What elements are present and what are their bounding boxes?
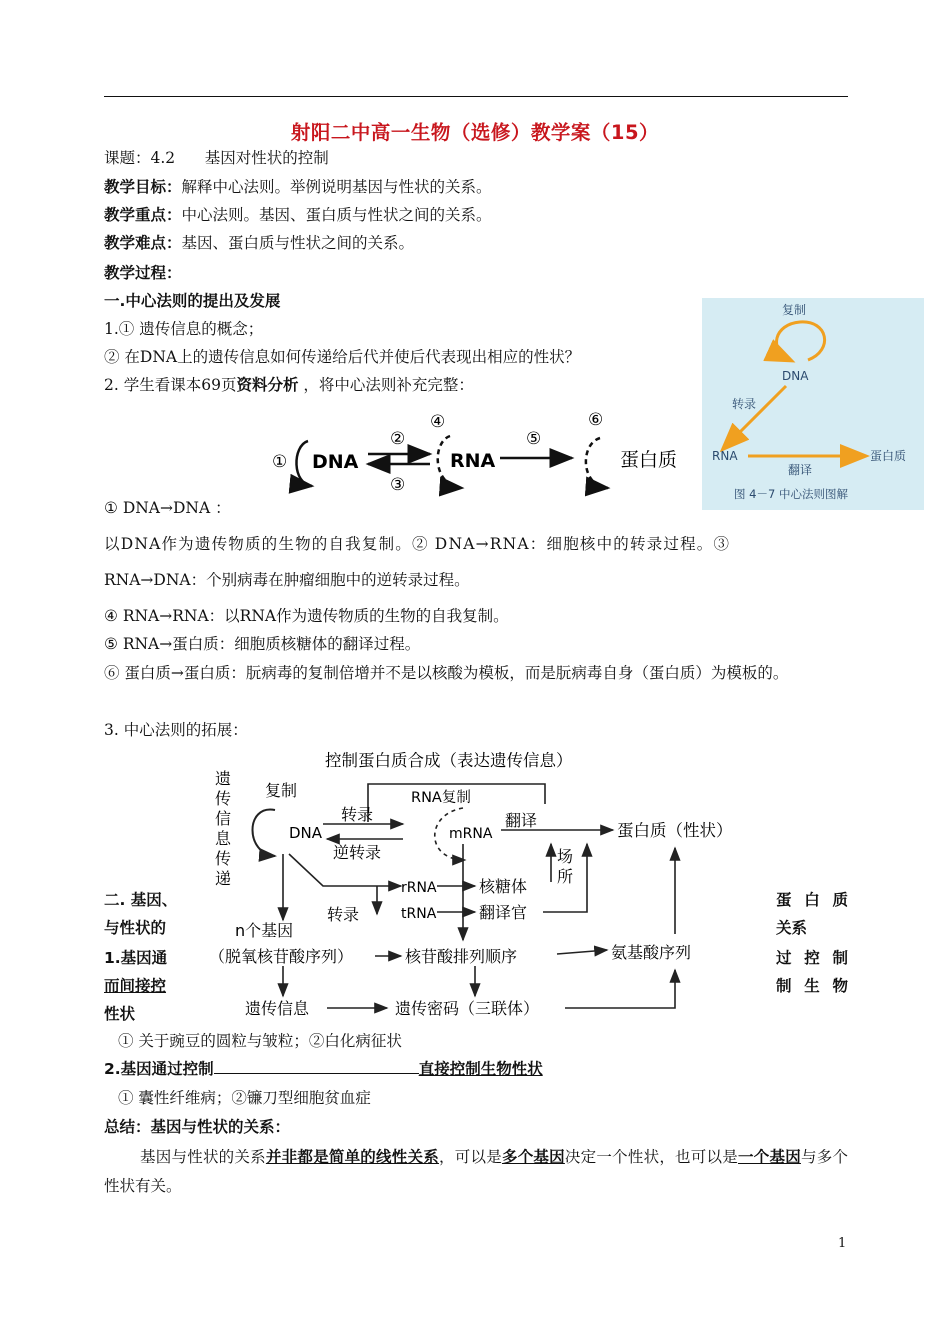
exp-n-genes: n个基因 [235,921,294,940]
control-label: 控制蛋白质合成（表达遗传信息） [325,751,573,770]
summary-u3: 一个基因 [738,1148,801,1166]
dogma-n3: ③ [390,475,406,495]
dogma-n6: ⑥ [588,410,604,430]
s2-p2-label: 2.基因通过控制 [104,1060,214,1078]
q3: 3. 中心法则的拓展： [104,721,248,739]
summary-t3: 决定一个性状，也可以是 [564,1148,739,1166]
summary-u2: 多个基因 [501,1148,565,1166]
figure-4-7 [702,298,924,510]
s2-left-1: 二. 基因、 [104,891,178,909]
lesson-prefix: 课题：4.2 [104,149,176,167]
goals-label: 教学目标： [104,178,182,196]
svg-text:递: 递 [215,869,232,888]
exp-mrna: mRNA [449,826,493,842]
s2-left-3: 1.基因通 [104,949,168,967]
q1b: ② 在DNA上的遗传信息如何传递给后代并使后代表现出相应的性状？ [104,348,581,366]
explain-5: ⑤ RNA→蛋白质：细胞质核糖体的翻译过程。 [104,635,421,653]
q1a: 1.① 遗传信息的概念； [104,320,264,338]
exp-rna-rep: RNA复制 [411,790,471,806]
section1-heading: 一.中心法则的提出及发展 [104,292,281,310]
explain-1: ① DNA→DNA ： [104,499,231,517]
explain-4: ④ RNA→RNA：以RNA作为遗传物质的生物的自我复制。 [104,607,509,625]
dogma-protein: 蛋白质 [620,449,678,471]
exp-site-2: 所 [557,867,574,886]
vertical-label [215,769,232,888]
dna-replicate-loop [253,810,276,856]
focus-text: 中心法则。基因、蛋白质与性状之间的关系。 [181,206,492,224]
s2-right-2: 关系 [776,919,808,937]
central-dogma-diagram [262,406,692,498]
dogma-n4: ④ [430,412,446,432]
page-number: 1 [838,1236,847,1251]
fig-replicate: 复制 [782,303,807,317]
exp-reverse: 逆转录 [333,843,382,862]
svg-text:信: 信 [215,809,232,828]
s2-left-2: 与性状的 [104,919,167,937]
difficulty-text: 基因、蛋白质与性状之间的关系。 [181,234,415,252]
exp-transcribe: 转录 [341,805,374,824]
s2-right-3: 过 控 制 [776,949,848,967]
fig-rna: RNA [712,449,738,463]
difficulty-label: 教学难点： [104,234,182,252]
goals-line [104,176,492,198]
expansion-diagram [205,744,775,1029]
s2-p2-tail: 直接控制生物性状 [418,1060,543,1078]
q2-pre: 2. 学生看课本69页 [104,376,237,394]
header-rule [104,96,848,97]
exp-site-1: 场 [557,847,574,866]
dogma-n2: ② [390,429,406,449]
dogma-rna: RNA [450,450,496,472]
svg-text:遗: 遗 [215,769,232,788]
s2-point-2 [104,1058,543,1080]
nucleotide-arrow [557,950,607,954]
explain-1-desc: 以DNA作为遗传物质的生物的自我复制。② DNA→RNA：细胞核中的转录过程。③ [104,535,731,553]
summary-label: 总结：基因与性状的关系： [104,1118,291,1136]
exp-translator: 翻译官 [479,903,528,922]
q2-bold: 资料分析 [236,376,299,394]
exp-code: 遗传密码（三联体） [395,999,540,1018]
dogma-dna: DNA [312,451,359,473]
s2-example-2: ① 囊性纤维病；②镰刀型细胞贫血症 [118,1089,371,1107]
s2-example-1: ① 关于豌豆的圆粒与皱粒；②白化病征状 [118,1032,402,1050]
exp-ribosome: 核糖体 [479,877,528,896]
explain-3: RNA→DNA：个别病毒在肿瘤细胞中的逆转录过程。 [104,571,470,589]
q2-line [104,374,474,396]
summary-t1: 基因与性状的关系 [140,1148,266,1166]
lesson-name: 基因对性状的控制 [204,149,329,167]
process-label: 教学过程： [104,264,182,282]
svg-text:传: 传 [215,849,232,868]
dna-replicate-arrow [296,441,312,486]
exp-nucleotide: 核苷酸排列顺序 [405,947,518,966]
summary-text [104,1143,848,1201]
page-title: 射阳二中高一生物（选修）教学案（15） [290,121,660,144]
exp-info: 遗传信息 [245,999,310,1018]
dogma-n1: ① [272,452,288,472]
fig-replicate-arrow [777,322,825,360]
exp-amino: 氨基酸序列 [611,943,692,962]
s2-left-5: 性状 [104,1005,136,1023]
s2-right-4: 制 生 物 [776,977,848,995]
summary-t4: 与多个性状有关。 [104,1148,848,1195]
q2-post: ，将中心法则补充完整： [298,376,474,394]
exp-protein: 蛋白质（性状） [617,821,733,840]
fig-protein: 蛋白质 [870,449,907,463]
svg-text:息: 息 [215,829,232,848]
fig-caption: 图 4－7 中心法则图解 [734,487,848,501]
exp-dna: DNA [289,824,323,842]
exp-rrna: rRNA [401,880,437,896]
fig-transcribe-arrow [724,386,786,448]
lesson-line [104,147,329,169]
focus-line [104,204,492,226]
goals-text: 解释中心法则。举例说明基因与性状的关系。 [181,178,492,196]
s2-right-1: 蛋 白 质 [776,891,848,909]
exp-trna: tRNA [401,906,437,922]
explain-6: ⑥ 蛋白质→蛋白质：朊病毒的复制倍增并不是以核酸为模板，而是朊病毒自身（蛋白质）为模板的。 [104,664,789,682]
dogma-n5: ⑤ [526,429,542,449]
fig-dna: DNA [782,369,809,383]
focus-label: 教学重点： [104,206,182,224]
fig-transcribe: 转录 [732,397,757,411]
summary-t2: ，可以是 [439,1148,502,1166]
summary-u1: 并非都是简单的线性关系 [265,1148,439,1166]
exp-deoxy: （脱氧核苷酸序列） [209,947,354,966]
svg-text:传: 传 [215,789,232,808]
fill-blank [214,1059,419,1074]
difficulty-line [104,232,414,254]
exp-transcribe2: 转录 [327,905,360,924]
fig-translate: 翻译 [788,463,813,477]
code-to-amino [565,970,675,1008]
exp-translate: 翻译 [505,811,538,830]
s2-left-4: 而间接控 [104,977,167,995]
protein-replicate-arrow [586,438,608,488]
exp-replicate: 复制 [265,781,298,800]
